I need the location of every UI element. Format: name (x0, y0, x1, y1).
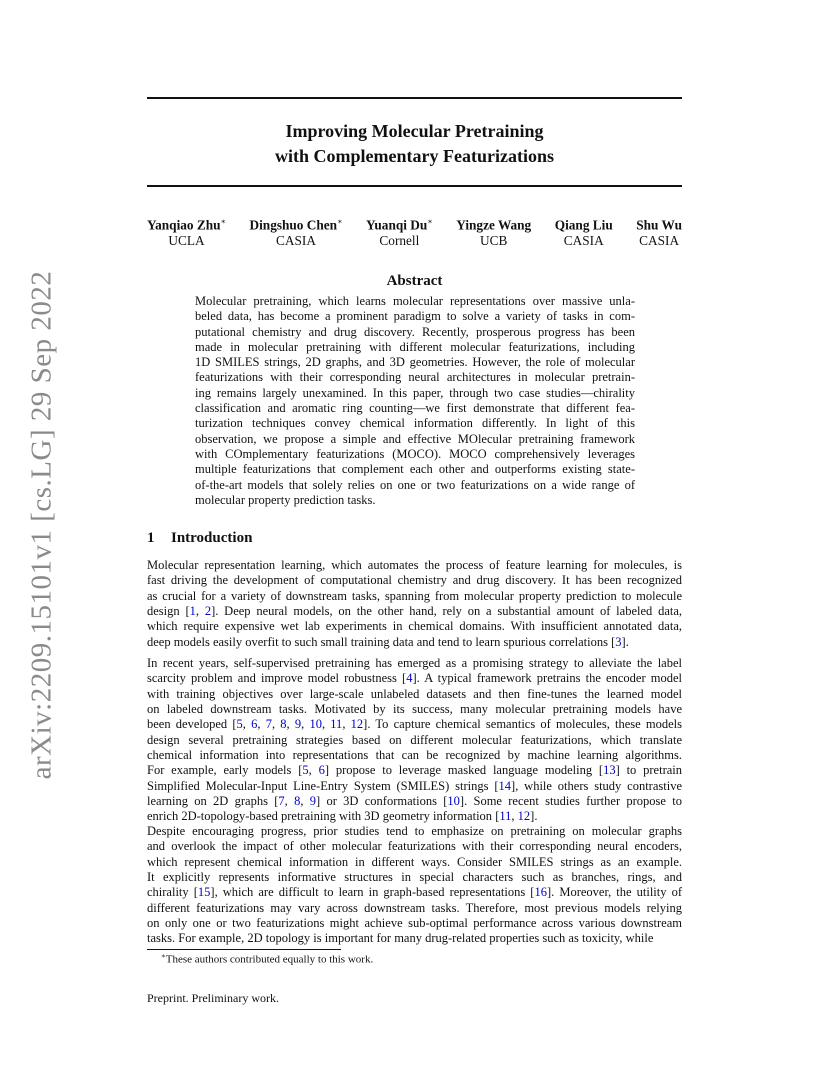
title-line-2: with Complementary Featurizations (275, 146, 554, 166)
paragraph-line: Simplified Molecular-Input Line-Entry System (SMILES) strings [14], while others study contrastive (147, 778, 682, 793)
paragraph-line: It explicitly represents informative structures in special characters such as branches, rings, and (147, 870, 682, 885)
section-number: 1 (147, 530, 155, 546)
citation-link[interactable]: 3 (615, 634, 622, 649)
section-title: Introduction (171, 530, 253, 546)
abstract-line: observation, we propose a simple and effective MOlecular pretraining framework (195, 431, 635, 446)
abstract-line: classification and aromatic ring counting—we first demonstrate that different fea- (195, 401, 635, 416)
paragraph-line: design several pretraining strategies based on different molecular featurizations, which translate (147, 732, 682, 747)
paragraph-line: design [1, 2]. Deep neural models, on the other hand, rely on a substantial amount of labeled data, (147, 604, 683, 619)
abstract-line: with COmplementary featurizations (MOCO). MOCO comprehensively leverages (195, 446, 635, 461)
citation-link[interactable]: 7 (278, 794, 285, 809)
author-name: Yingze Wang (456, 217, 532, 233)
title-line-1: Improving Molecular Pretraining (285, 121, 544, 141)
author (250, 214, 343, 249)
paragraph-line: on labeled downstream tasks. Motivated by its success, many molecular pretraining models have (147, 702, 682, 717)
abstract-line: 1D SMILES strings, 2D graphs, and 3D geometries. However, the role of molecular (195, 355, 635, 370)
paragraph-line: In recent years, self-supervised pretraining has emerged as a promising strategy to alleviate the label (147, 656, 682, 670)
citation-link[interactable]: 7 (265, 717, 272, 732)
footnote-text: These authors contributed equally to this work. (165, 953, 374, 966)
citation-link[interactable]: 13 (603, 763, 616, 778)
citation-link[interactable]: 5 (236, 717, 243, 732)
author (636, 214, 682, 249)
abstract-line: molecular property prediction tasks. (195, 492, 376, 507)
citation-link[interactable]: 8 (280, 717, 287, 732)
title-rule-bottom (147, 185, 682, 187)
author-affiliation: CASIA (563, 233, 604, 249)
abstract-body (195, 294, 635, 508)
author-affiliation: CASIA (276, 233, 316, 249)
citation-link[interactable]: 9 (294, 717, 302, 732)
author-name: Shu Wu (636, 217, 682, 233)
citation-link[interactable]: 2 (204, 604, 212, 619)
paragraph-line: on only one or two featurizations might achieve sub-optimal performance across various downstream (147, 916, 682, 931)
citation-link[interactable]: 11 (499, 809, 512, 824)
paragraph-line: with training objectives over large-scale unlabeled datasets and then fine-tunes the learned model (147, 686, 682, 701)
author-affiliation: UCLA (168, 233, 205, 249)
paragraph (147, 656, 682, 825)
citation-link[interactable]: 12 (350, 717, 364, 732)
arxiv-stamp: arXiv:2209.15101v1 [cs.LG] 29 Sep 2022 (25, 270, 58, 780)
paragraph-line: deep models easily overfit to such small training data and tend to learn spurious correlations [3]. (147, 634, 629, 649)
citation-link[interactable]: 14 (498, 778, 512, 793)
author (366, 214, 433, 249)
author-name: Qiang Liu (554, 217, 613, 233)
citation-link[interactable]: 4 (406, 671, 413, 686)
paragraph-line: For example, early models [5, 6] propose to leverage masked language modeling [13] to pretrain (147, 763, 683, 778)
paragraph-line: Despite encouraging progress, prior studies tend to emphasize on pretraining on molecular graphs (147, 824, 682, 838)
paragraph-line: been developed [5, 6, 7, 8, 9, 10, 11, 12]. To capture chemical semantics of molecules, these models (147, 717, 683, 732)
abstract-line: ing remains largely unexamined. In this paper, through two case studies—chirality (195, 385, 635, 400)
citation-link[interactable]: 12 (517, 809, 531, 824)
footnote (161, 952, 373, 966)
title-rule-top (147, 97, 682, 99)
citation-link[interactable]: 15 (197, 885, 211, 900)
author-mark: ∗ (427, 217, 433, 226)
abstract-line: Molecular pretraining, which learns molecular representations over massive unla- (195, 294, 635, 308)
author-list (147, 214, 682, 249)
citation-link[interactable]: 10 (309, 717, 322, 732)
paper-title (147, 119, 682, 169)
paragraph-line: different featurizations may vary across downstream tasks. Therefore, most previous models relying (147, 900, 682, 915)
paragraph-line: fast driving the development of computational chemistry and drug discovery. It has been recognized (147, 573, 682, 588)
abstract-line: putational chemistry and drug discovery. Recently, prosperous progress has been (195, 324, 635, 339)
paragraph-line: enrich 2D-topology-based pretraining with 3D geometry information [11, 12]. (147, 809, 538, 824)
paragraph-line: chemical information into representations that can be recognized by machine learning algorithms. (147, 748, 682, 763)
section-heading (147, 530, 252, 547)
citation-link[interactable]: 6 (318, 763, 325, 778)
abstract-line: beled data, has become a prominent paradigm to solve a variety of tasks in com- (195, 309, 635, 324)
citation-link[interactable]: 10 (447, 794, 460, 809)
abstract-line: made in molecular pretraining with different molecular featurizations, including (195, 339, 635, 354)
author-affiliation: UCB (480, 233, 508, 249)
abstract-line: of-the-art models that solely relies on one or two featurizations on a wide range of (195, 477, 635, 492)
paragraph-line: Molecular representation learning, which automates the process of feature learning for molecules, is (147, 558, 682, 572)
paragraph-line: scarcity problem and improve model robustness [4]. A typical framework pretrains the encoder model (147, 671, 682, 686)
author (555, 214, 613, 249)
citation-link[interactable]: 9 (309, 794, 316, 809)
author (147, 214, 226, 249)
abstract-line: multiple featurizations that complement each other and outperforms existing state- (195, 462, 635, 477)
author-name: Dingshuo Chen (249, 217, 338, 233)
paragraph-line: and overlook the impact of other molecular featurizations with their corresponding neural encoders, (147, 839, 682, 854)
author-name: Yuanqi Du (366, 217, 428, 233)
abstract-heading: Abstract (386, 273, 443, 289)
paragraph-line: as crucial for a variety of downstream tasks, spanning from molecular property prediction to molecule (147, 588, 682, 603)
author (456, 214, 531, 249)
paragraph-line: which represent chemical information in different ways. Consider SMILES strings as an example. (147, 854, 682, 869)
citation-link[interactable]: 6 (251, 717, 258, 732)
paragraph-line: learning on 2D graphs [7, 8, 9] or 3D conformations [10]. Some recent studies further propose to (147, 794, 682, 809)
footnote-rule (147, 949, 341, 950)
paragraph-line: which require expensive wet lab experiments in chemical domains. With insufficient annotated data, (147, 619, 682, 634)
paragraph (147, 558, 682, 650)
footnote-mark: ∗ (161, 952, 166, 960)
abstract-line: turization techniques convey chemical information differently. In light of this (195, 416, 635, 431)
citation-link[interactable]: 11 (330, 717, 343, 732)
author-mark: ∗ (337, 217, 343, 226)
author-affiliation: Cornell (379, 233, 420, 249)
preprint-note: Preprint. Preliminary work. (147, 991, 279, 1005)
citation-link[interactable]: 8 (294, 794, 301, 809)
paragraph-line: chirality [15], which are difficult to learn in graph-based representations [16]. Moreover, the utility of (147, 885, 682, 900)
paragraph (147, 824, 682, 947)
citation-link[interactable]: 1 (189, 604, 196, 619)
author-affiliation: CASIA (639, 233, 680, 249)
abstract-line: featurizations with their corresponding neural architectures in molecular pretrain- (195, 370, 635, 385)
author-name: Yanqiao Zhu (147, 217, 221, 233)
author-mark: ∗ (220, 217, 226, 226)
citation-link[interactable]: 16 (534, 885, 547, 900)
citation-link[interactable]: 5 (302, 763, 309, 778)
paragraph-line: tasks. For example, 2D topology is important for many drug-related properties such as toxicity, while (147, 931, 654, 946)
